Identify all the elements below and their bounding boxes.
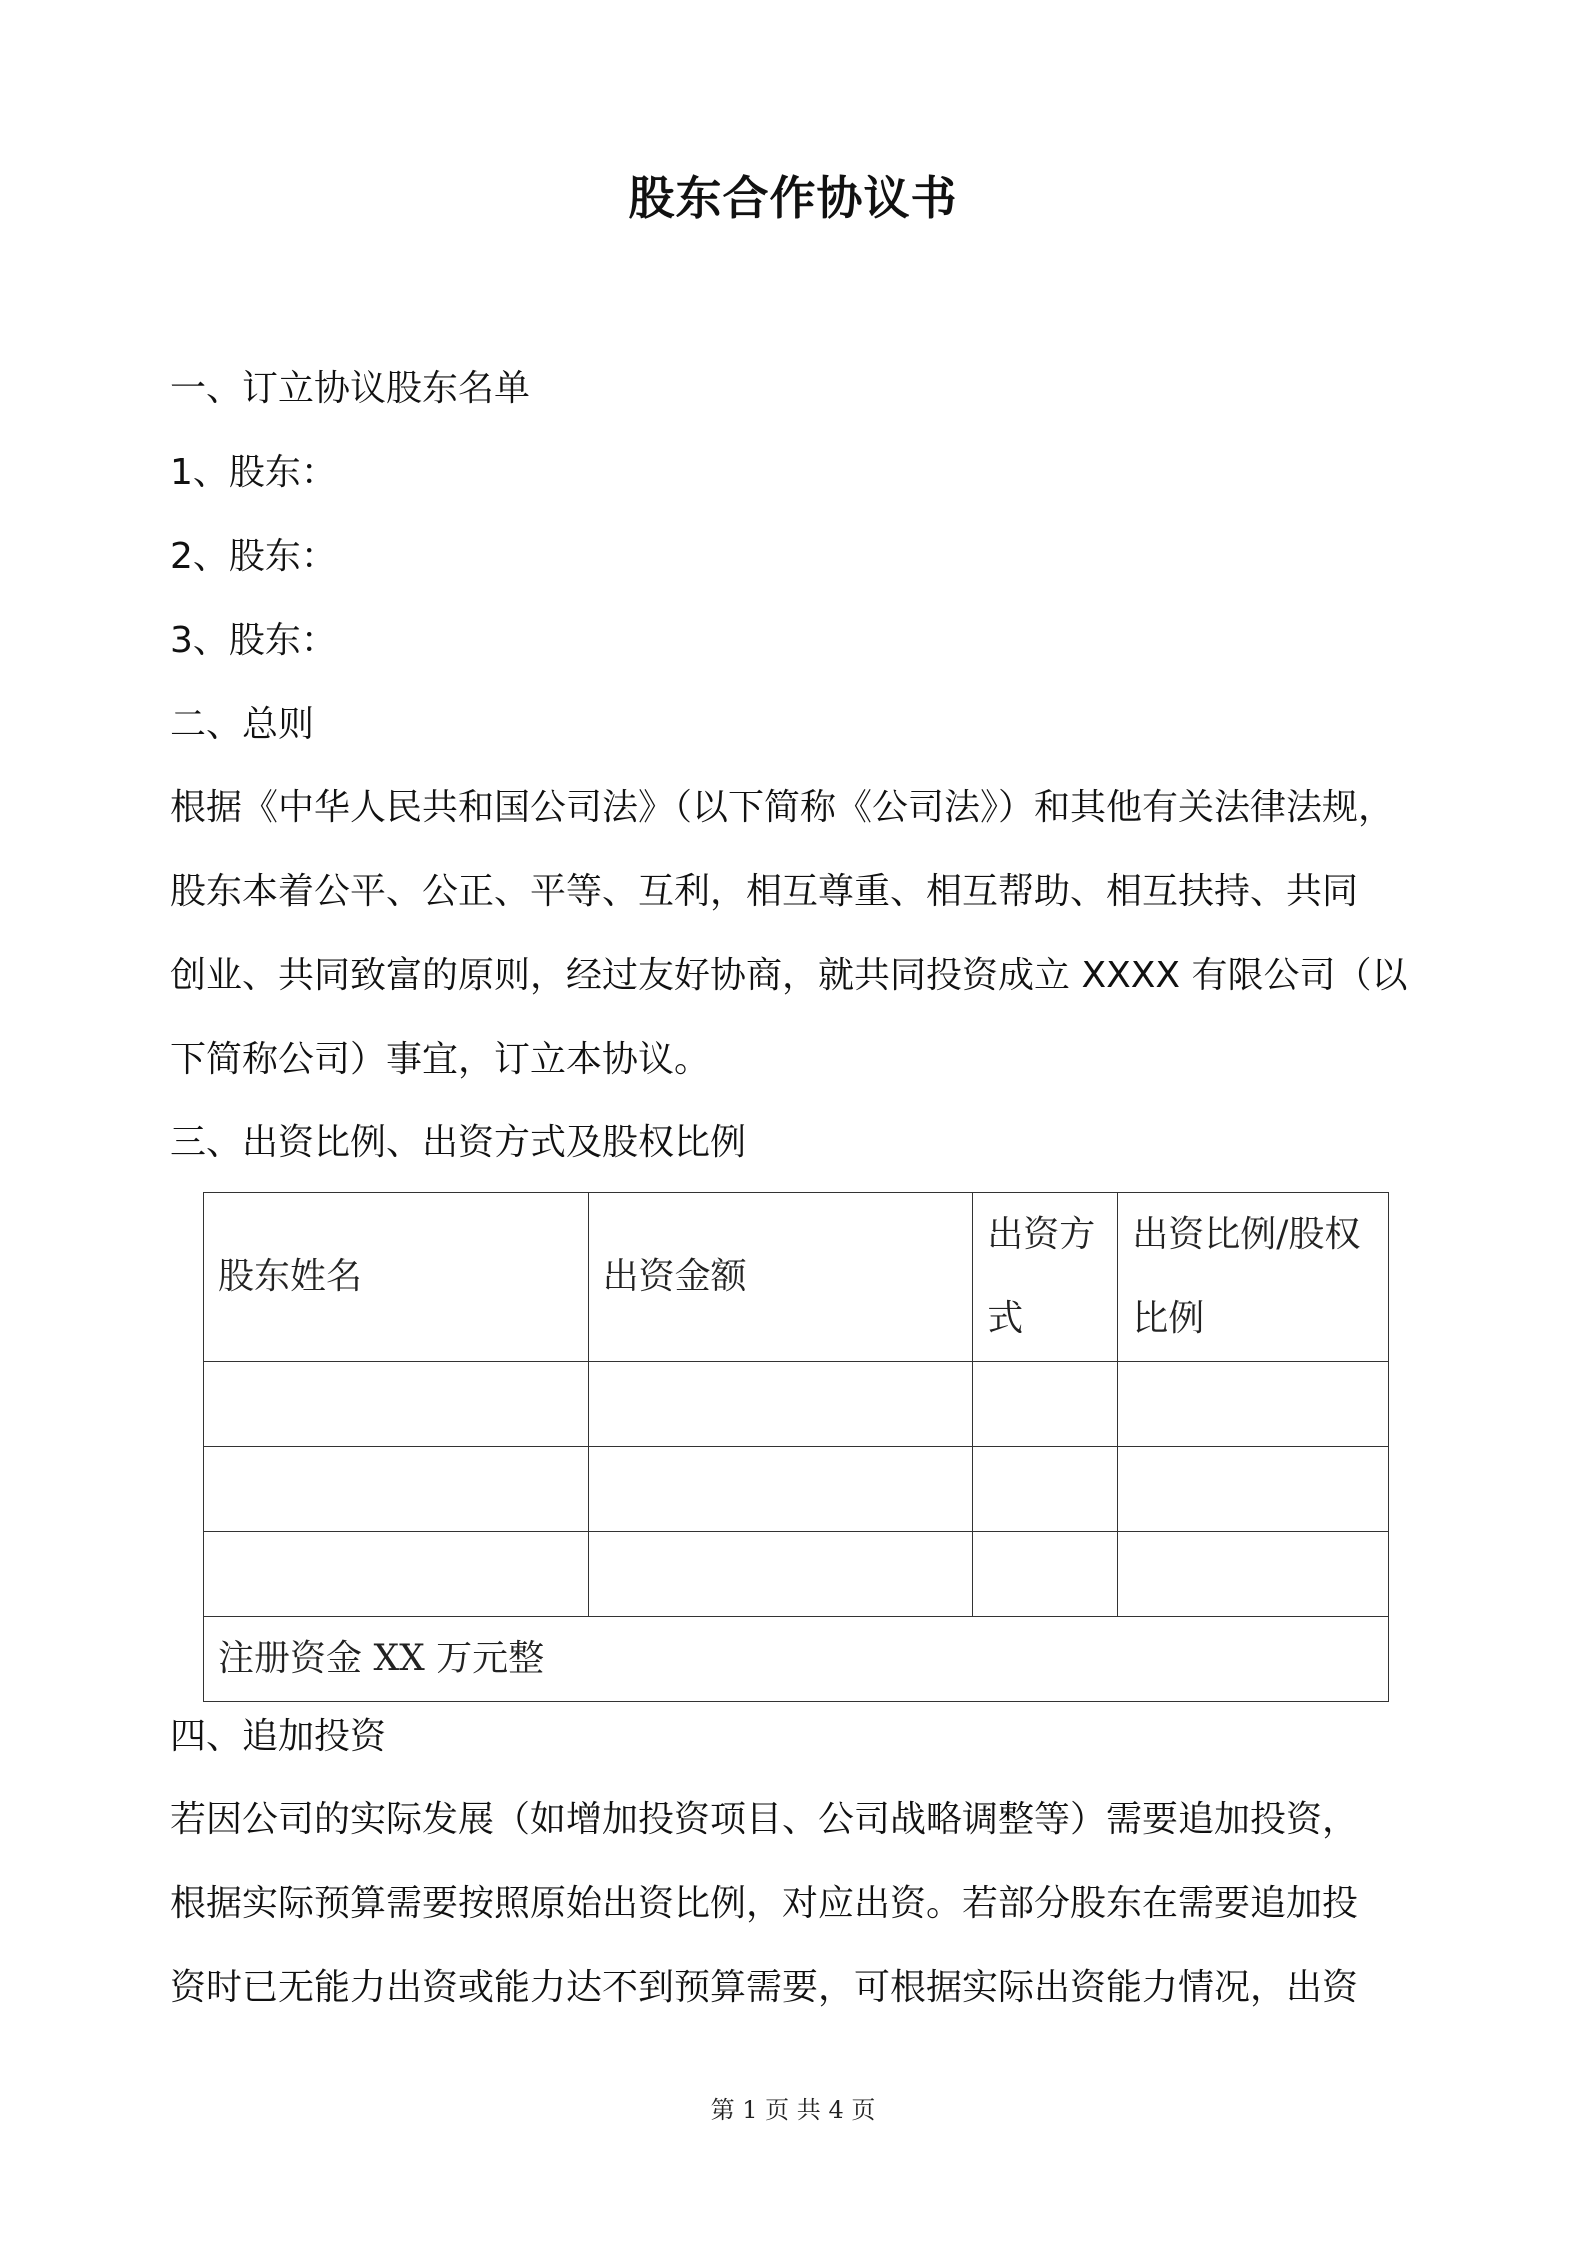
table-cell (973, 1532, 1118, 1617)
section4-paragraph (170, 1778, 1430, 2030)
paragraph-line: 若因公司的实际发展（如增加投资项目、公司战略调整等）需要追加投资， (170, 1799, 1359, 1840)
table-cell (588, 1362, 973, 1447)
section3-heading: 三、出资比例、出资方式及股权比例 (170, 1122, 747, 1163)
page-footer: 第 1 页 共 4 页 (710, 2096, 876, 2124)
paragraph-line: 创业、共同致富的原则，经过友好协商，就共同投资成立 XXXX 有限公司（以 (170, 955, 1408, 996)
table-total-row (204, 1617, 1389, 1702)
table-cell (1118, 1362, 1389, 1447)
paragraph-line: 根据实际预算需要按照原始出资比例，对应出资。若部分股东在需要追加投 (170, 1883, 1359, 1924)
table-cell (588, 1532, 973, 1617)
table-cell (204, 1362, 589, 1447)
header-capital-method: 出资方式 (973, 1193, 1118, 1362)
table-cell (973, 1362, 1118, 1447)
section1-heading: 一、订立协议股东名单 (170, 368, 531, 409)
table-cell (973, 1447, 1118, 1532)
document-title: 股东合作协议书 (628, 171, 958, 225)
table-cell (588, 1447, 973, 1532)
table-cell (204, 1447, 589, 1532)
paragraph-line: 根据《中华人民共和国公司法》（以下简称《公司法》）和其他有关法律法规， (170, 787, 1395, 828)
table-row (204, 1362, 1389, 1447)
shareholder-item-2: 2、股东： (170, 536, 337, 577)
registered-capital-cell: 注册资金 XX 万元整 (204, 1617, 1389, 1702)
header-shareholder-name: 股东姓名 (204, 1193, 589, 1362)
header-capital-ratio: 出资比例/股权比例 (1118, 1193, 1389, 1362)
shareholder-item-3: 3、股东： (170, 620, 337, 661)
paragraph-line: 资时已无能力出资或能力达不到预算需要，可根据实际出资能力情况，出资 (170, 1967, 1359, 2008)
section4-heading: 四、追加投资 (170, 1716, 387, 1757)
section2-paragraph (170, 766, 1430, 1102)
table-cell (1118, 1532, 1389, 1617)
table-row (204, 1447, 1389, 1532)
shareholder-item-1: 1、股东： (170, 452, 337, 493)
section2-heading: 二、总则 (170, 704, 315, 745)
table-row (204, 1532, 1389, 1617)
paragraph-line: 下简称公司）事宜，订立本协议。 (170, 1039, 711, 1080)
capital-table (203, 1192, 1389, 1702)
header-capital-amount: 出资金额 (588, 1193, 973, 1362)
table-header-row (204, 1193, 1389, 1362)
paragraph-line: 股东本着公平、公正、平等、互利，相互尊重、相互帮助、相互扶持、共同 (170, 871, 1359, 912)
table-cell (204, 1532, 589, 1617)
table-cell (1118, 1447, 1389, 1532)
